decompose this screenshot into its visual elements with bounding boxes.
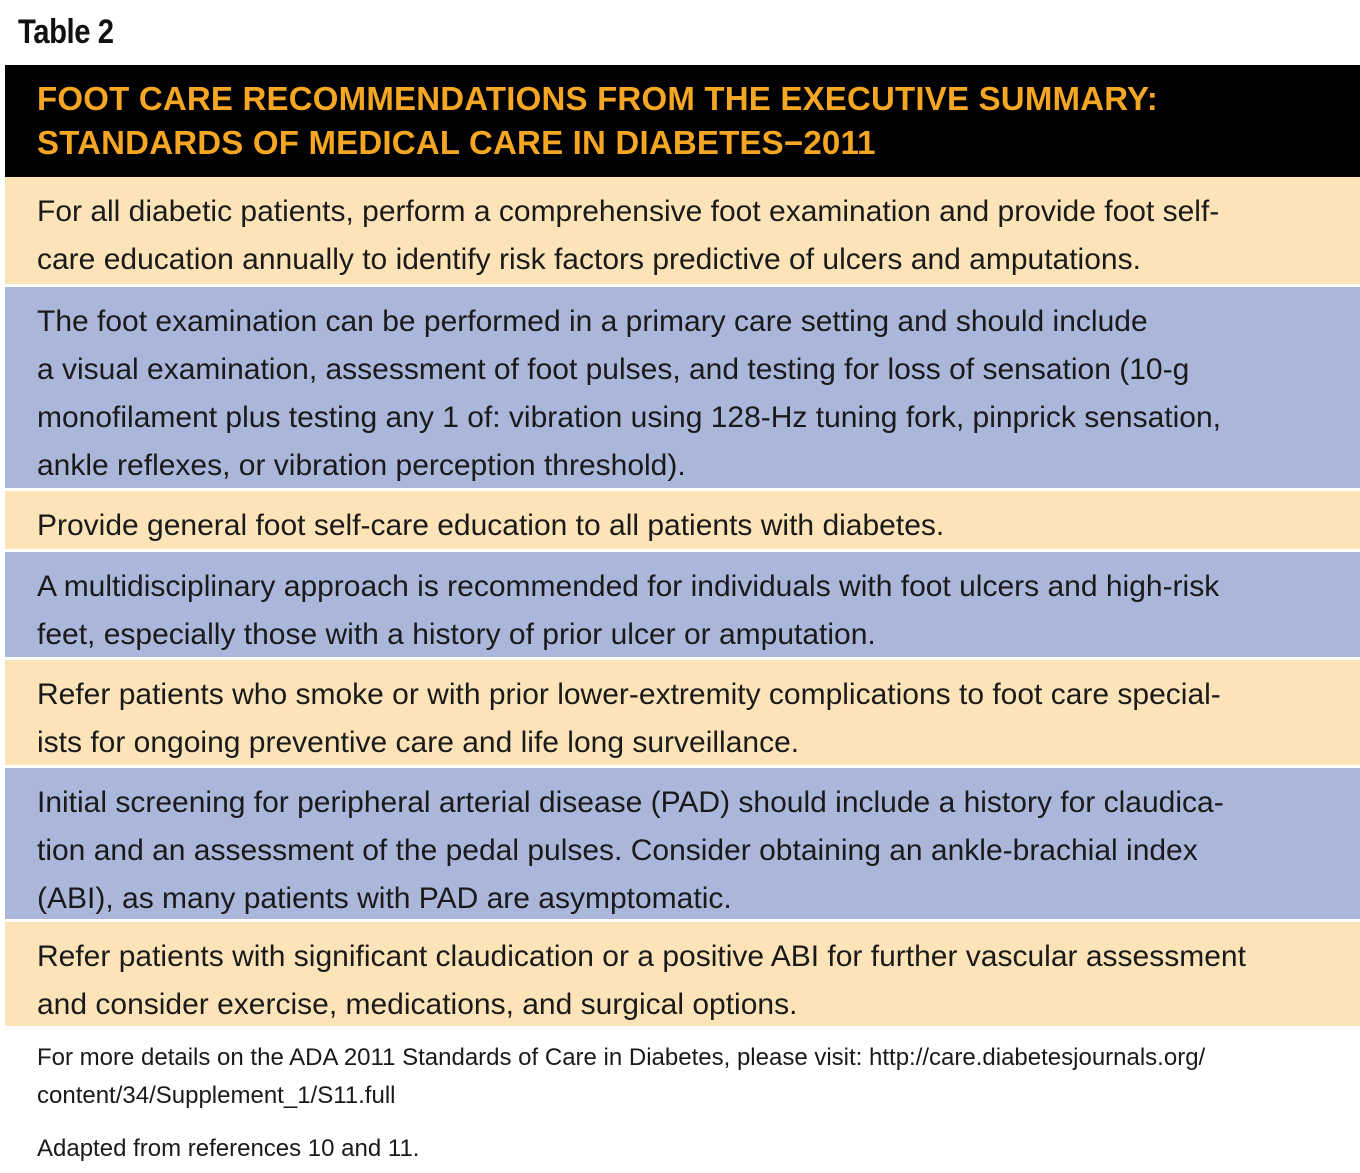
table-row [5,919,1360,1026]
row-text-line: feet, especially those with a history of prior ulcer or amputation. [37,618,876,651]
recommendations-table [5,65,1360,1026]
footnote-details-link: content/34/Supplement_1/S11.full [37,1082,396,1109]
row-text-line: (ABI), as many patients with PAD are asymptomatic. [37,882,732,915]
footnote-details: For more details on the ADA 2011 Standards of Care in Diabetes, please visit: http://care.diabetesjournals.org/ [37,1044,1206,1071]
table-label: Table 2 [18,13,114,51]
table-row [5,177,1360,284]
row-text-line: tion and an assessment of the pedal pulses. Consider obtaining an ankle-brachial index [37,834,1198,867]
table-title [5,65,1360,177]
row-text-line: Initial screening for peripheral arterial disease (PAD) should include a history for claudica- [37,786,1224,819]
row-text-line: Refer patients who smoke or with prior lower-extremity complications to foot care special- [37,678,1221,711]
title-line: STANDARDS OF MEDICAL CARE IN DIABETES−2011 [37,124,876,161]
title-line: FOOT CARE RECOMMENDATIONS FROM THE EXECUTIVE SUMMARY: [37,80,1158,117]
row-text-line: ankle reflexes, or vibration perception threshold). [37,449,686,482]
table-row [5,488,1360,549]
row-text-line: monofilament plus testing any 1 of: vibration using 128-Hz tuning fork, pinprick sensation, [37,401,1221,434]
row-text-line: Provide general foot self-care education to all patients with diabetes. [37,509,945,542]
table-row [5,657,1360,765]
table-row [5,765,1360,919]
table-row [5,549,1360,657]
row-text-line: Refer patients with significant claudication or a positive ABI for further vascular assessment [37,940,1246,973]
footnote-adapted: Adapted from references 10 and 11. [37,1135,420,1162]
row-text-line: ists for ongoing preventive care and life long surveillance. [37,726,800,759]
row-text-line: a visual examination, assessment of foot pulses, and testing for loss of sensation (10-g [37,353,1190,386]
row-text-line: The foot examination can be performed in a primary care setting and should include [37,305,1148,338]
row-text-line: A multidisciplinary approach is recommended for individuals with foot ulcers and high-risk [37,570,1220,603]
row-text-line: and consider exercise, medications, and surgical options. [37,988,798,1021]
row-text-line: care education annually to identify risk factors predictive of ulcers and amputations. [37,243,1141,276]
row-text-line: For all diabetic patients, perform a comprehensive foot examination and provide foot self- [37,195,1220,228]
table-row [5,284,1360,488]
